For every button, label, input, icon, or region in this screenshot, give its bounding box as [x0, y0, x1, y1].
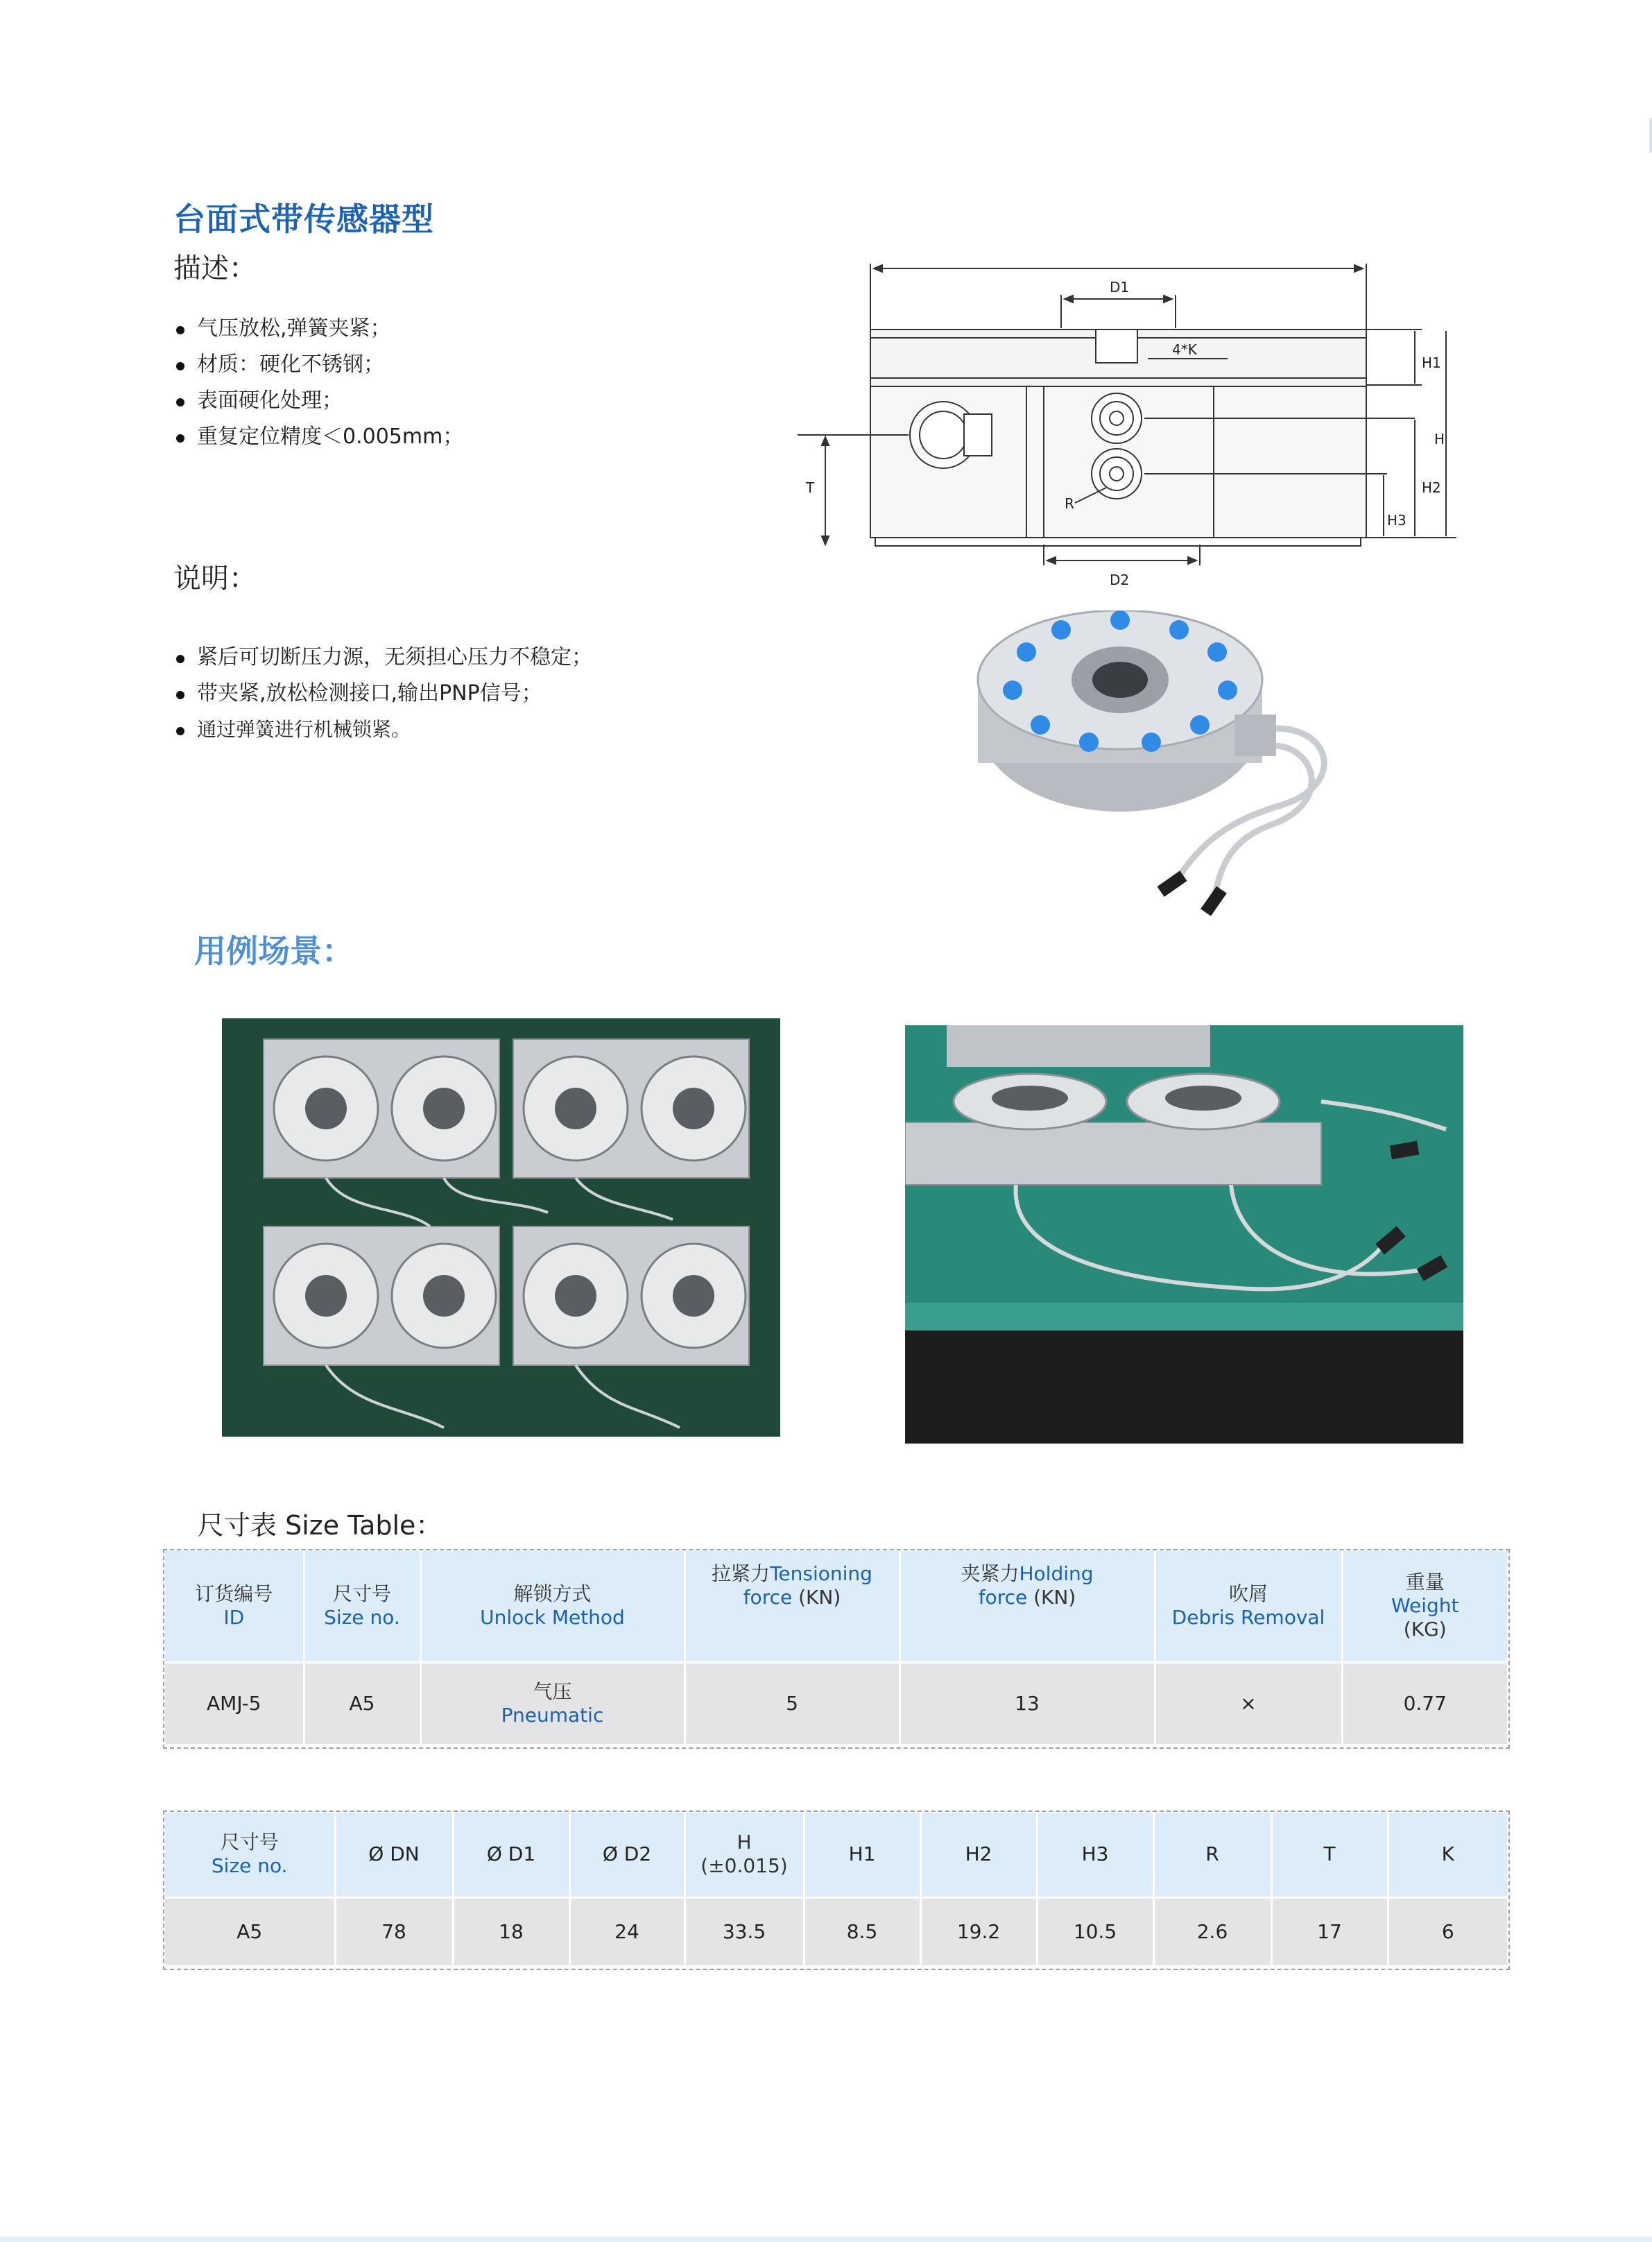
footer-line	[0, 2236, 1652, 2242]
cell-r: 2.6	[1153, 1897, 1271, 1965]
list-item: 气压放松,弹簧夹紧；	[173, 311, 463, 347]
list-item: 带夹紧,放松检测接口,输出PNP信号；	[173, 676, 592, 712]
label-h3: H3	[1387, 512, 1406, 529]
cell-dn: 78	[335, 1897, 453, 1965]
header-tension: 拉紧力Tensioning force (KN)	[685, 1551, 900, 1662]
cell-t: 17	[1271, 1897, 1388, 1965]
header-d1: Ø D1	[453, 1813, 569, 1897]
label-d2: D2	[1110, 572, 1130, 588]
cell-h2: 19.2	[920, 1897, 1037, 1965]
cell-tension: 5	[685, 1662, 900, 1744]
description-heading: 描述：	[173, 253, 257, 284]
header-holding: 夹紧力Holding force (KN)	[900, 1551, 1155, 1662]
table-header-row	[165, 1813, 1507, 1897]
product-photo	[971, 610, 1359, 930]
table-header-row	[165, 1551, 1507, 1662]
label-h: H	[1434, 431, 1445, 447]
header-h3: H3	[1037, 1813, 1153, 1897]
header-h2: H2	[920, 1813, 1037, 1897]
list-item: 表面硬化处理；	[173, 383, 463, 419]
label-k: 4*K	[1172, 341, 1197, 358]
header-size-no: 尺寸号 Size no.	[165, 1813, 335, 1897]
header-unlock: 解锁方式 Unlock Method	[420, 1551, 685, 1662]
cell-k: 6	[1388, 1897, 1507, 1965]
cell-h3: 10.5	[1037, 1897, 1153, 1965]
notes-heading: 说明：	[173, 563, 257, 594]
cell-h: 33.5	[685, 1897, 804, 1965]
size-table-title: 尺寸表 Size Table：	[198, 1510, 442, 1541]
cell-weight: 0.77	[1342, 1662, 1507, 1744]
cell-debris: ×	[1155, 1662, 1342, 1744]
use-case-heading: 用例场景：	[194, 932, 354, 970]
technical-drawing	[798, 253, 1456, 600]
label-t: T	[806, 479, 815, 496]
list-item: 紧后可切断压力源，无须担心压力不稳定；	[173, 640, 592, 676]
cell-d1: 18	[453, 1897, 569, 1965]
header-r: R	[1153, 1813, 1271, 1897]
header-weight: 重量 Weight (KG)	[1342, 1551, 1507, 1662]
list-item: 重复定位精度＜0.005mm；	[173, 419, 463, 455]
cell-size-no: A5	[165, 1897, 335, 1965]
description-list	[173, 311, 463, 455]
header-d2: Ø D2	[569, 1813, 685, 1897]
cell-d2: 24	[569, 1897, 685, 1965]
list-item: 通过弹簧进行机械锁紧。	[173, 712, 592, 748]
cell-holding: 13	[900, 1662, 1155, 1744]
header-h1: H1	[804, 1813, 920, 1897]
header-k: K	[1388, 1813, 1507, 1897]
header-id: 订货编号 ID	[165, 1551, 304, 1662]
table-row	[165, 1662, 1507, 1744]
page-edge-mark	[1649, 118, 1652, 153]
use-case-photo-1	[222, 1018, 780, 1437]
list-item: 材质：硬化不锈钢；	[173, 347, 463, 383]
cell-unlock: 气压 Pneumatic	[420, 1662, 685, 1744]
header-t: T	[1271, 1813, 1388, 1897]
header-debris: 吹屑 Debris Removal	[1155, 1551, 1342, 1662]
label-d1: D1	[1110, 279, 1130, 296]
order-table	[165, 1551, 1507, 1744]
label-h1: H1	[1422, 354, 1441, 371]
header-h: H (±0.015)	[685, 1813, 804, 1897]
cell-size: A5	[304, 1662, 420, 1744]
header-dn: Ø DN	[335, 1813, 453, 1897]
page-title: 台面式带传感器型	[173, 200, 434, 238]
header-size: 尺寸号 Size no.	[304, 1551, 420, 1662]
label-r: R	[1065, 495, 1074, 512]
notes-list	[173, 640, 592, 748]
table-row	[165, 1897, 1507, 1965]
cell-h1: 8.5	[804, 1897, 920, 1965]
dimension-table	[165, 1813, 1507, 1965]
use-case-photo-2	[905, 1025, 1463, 1444]
label-h2: H2	[1422, 479, 1441, 496]
cell-id: AMJ-5	[165, 1662, 304, 1744]
